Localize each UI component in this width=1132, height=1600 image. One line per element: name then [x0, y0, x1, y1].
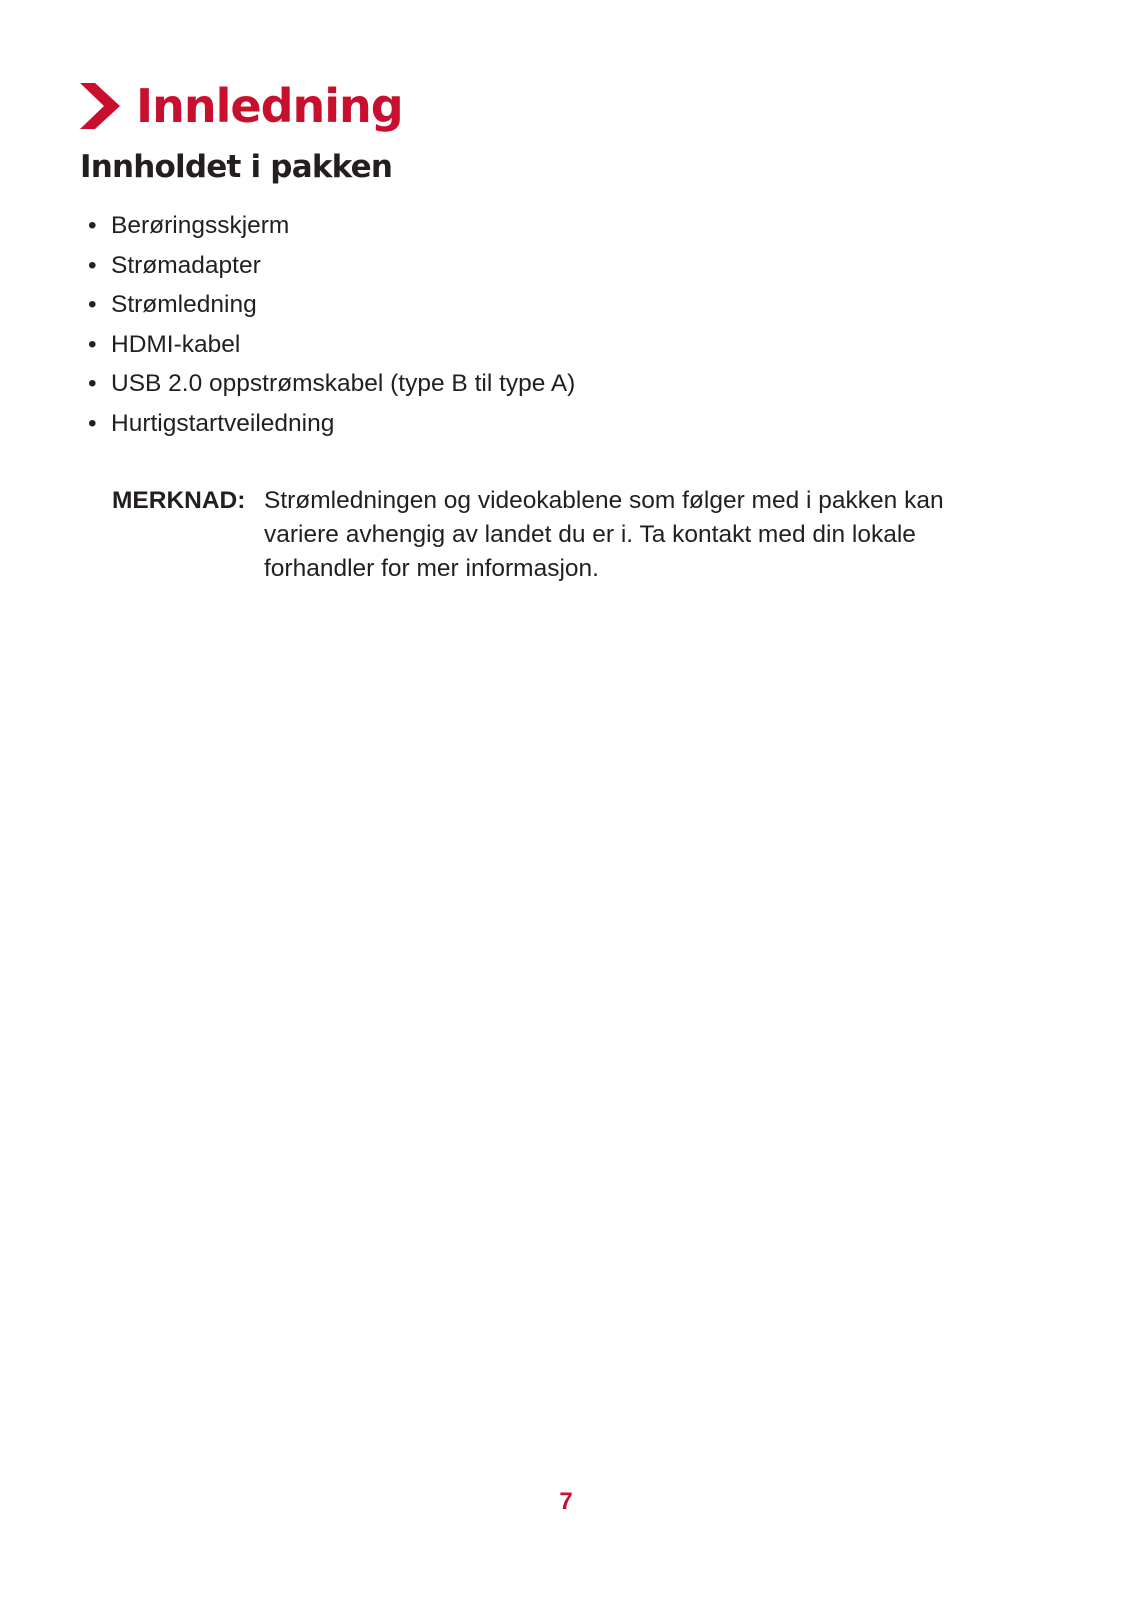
- section-title: Innholdet i pakken: [80, 149, 393, 185]
- chapter-header: [80, 74, 403, 138]
- list-item: [88, 206, 575, 246]
- bullet-icon: •: [88, 212, 97, 239]
- list-item-label: Strømledning: [111, 291, 257, 319]
- list-item-label: Hurtigstartveiledning: [111, 409, 335, 437]
- bullet-icon: •: [88, 291, 97, 319]
- bullet-icon: •: [88, 251, 97, 279]
- note-label: MERKNAD:: [112, 487, 246, 514]
- list-item-label: Strømadapter: [111, 251, 261, 279]
- package-contents-list: [88, 206, 575, 444]
- bullet-icon: •: [88, 370, 97, 398]
- note-text: Strømledningen og videokablene som følger med i pakken kan variere avhengig av landet du er i. Ta kontakt med din lokale forhandler for mer informasjon.: [264, 487, 944, 582]
- list-item: [88, 285, 575, 325]
- list-item-label: Berøringsskjerm: [111, 212, 290, 239]
- list-item: [88, 325, 575, 365]
- list-item: [88, 404, 575, 444]
- bullet-icon: •: [88, 330, 97, 358]
- chevron-right-icon: [80, 83, 120, 129]
- bullet-icon: •: [88, 409, 97, 437]
- list-item-label: HDMI-kabel: [111, 330, 241, 358]
- page-number: 7: [559, 1488, 573, 1515]
- chapter-title: Innledning: [136, 79, 403, 133]
- list-item: [88, 246, 575, 286]
- list-item-label: USB 2.0 oppstrømskabel (type B til type A): [111, 370, 576, 398]
- list-item: [88, 364, 575, 404]
- note-block: [112, 484, 1012, 586]
